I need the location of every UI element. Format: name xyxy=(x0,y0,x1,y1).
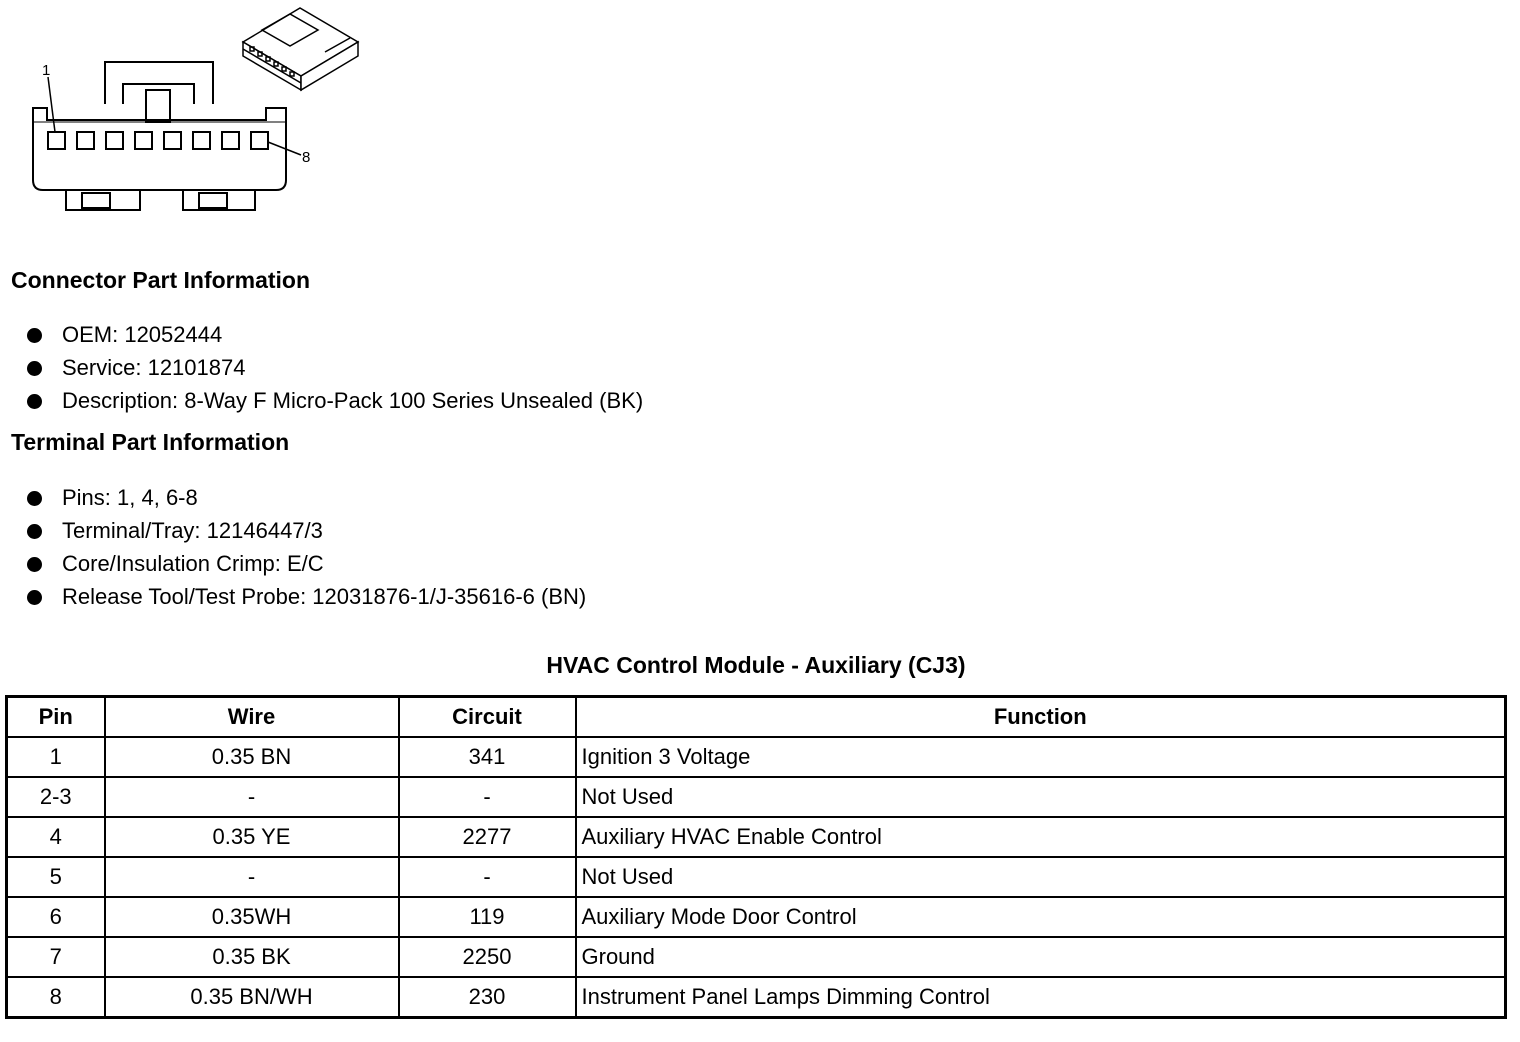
list-item: Pins: 1, 4, 6-8 xyxy=(27,481,586,514)
cell-function: Not Used xyxy=(576,857,1506,897)
list-item: OEM: 12052444 xyxy=(27,318,643,351)
bullet-icon xyxy=(27,328,42,343)
list-item: Release Tool/Test Probe: 12031876-1/J-35616-6 (BN) xyxy=(27,580,586,613)
connector-part-heading: Connector Part Information xyxy=(11,267,311,293)
table-row xyxy=(7,937,1506,977)
cell-wire: - xyxy=(105,777,399,817)
pin-cavity xyxy=(222,132,239,149)
pin-cavity xyxy=(48,132,65,149)
pin-cavities xyxy=(48,132,268,149)
table-row xyxy=(7,817,1506,857)
cell-wire: 0.35 BK xyxy=(105,937,399,977)
bullet-icon xyxy=(27,524,42,539)
list-item: Core/Insulation Crimp: E/C xyxy=(27,547,586,580)
bullet-icon xyxy=(27,557,42,572)
pin-cavity xyxy=(251,132,268,149)
cell-pin: 6 xyxy=(7,897,105,937)
connector-front-view xyxy=(33,62,286,210)
bullet-icon xyxy=(27,361,42,376)
connector-diagram xyxy=(0,0,400,230)
cell-wire: 0.35 BN xyxy=(105,737,399,777)
cell-pin: 5 xyxy=(7,857,105,897)
table-row xyxy=(7,777,1506,817)
cell-pin: 2-3 xyxy=(7,777,105,817)
cell-function: Not Used xyxy=(576,777,1506,817)
cell-pin: 1 xyxy=(7,737,105,777)
bullet-icon xyxy=(27,491,42,506)
cell-pin: 8 xyxy=(7,977,105,1018)
bullet-icon xyxy=(27,394,42,409)
pin-cavity xyxy=(106,132,123,149)
pin-cavity xyxy=(164,132,181,149)
cell-circuit: 2277 xyxy=(399,817,576,857)
header-function: Function xyxy=(576,697,1506,738)
cell-pin: 7 xyxy=(7,937,105,977)
cell-wire: 0.35 BN/WH xyxy=(105,977,399,1018)
cell-function: Instrument Panel Lamps Dimming Control xyxy=(576,977,1506,1018)
cell-function: Ignition 3 Voltage xyxy=(576,737,1506,777)
cell-circuit: 2250 xyxy=(399,937,576,977)
cell-circuit: 119 xyxy=(399,897,576,937)
pin-cavity xyxy=(77,132,94,149)
pinout-table xyxy=(5,695,1507,1019)
cell-function: Auxiliary Mode Door Control xyxy=(576,897,1506,937)
terminal-part-heading: Terminal Part Information xyxy=(11,429,290,455)
cell-wire: - xyxy=(105,857,399,897)
bullet-icon xyxy=(27,590,42,605)
table-row xyxy=(7,737,1506,777)
table-row xyxy=(7,857,1506,897)
header-circuit: Circuit xyxy=(399,697,576,738)
cell-wire: 0.35WH xyxy=(105,897,399,937)
cell-function: Auxiliary HVAC Enable Control xyxy=(576,817,1506,857)
connector-isometric-view xyxy=(243,8,358,90)
list-item: Description: 8-Way F Micro-Pack 100 Series Unsealed (BK) xyxy=(27,384,643,417)
list-item: Service: 12101874 xyxy=(27,351,643,384)
pin-cavity xyxy=(193,132,210,149)
cell-function: Ground xyxy=(576,937,1506,977)
cell-wire: 0.35 YE xyxy=(105,817,399,857)
list-item: Terminal/Tray: 12146447/3 xyxy=(27,514,586,547)
table-row xyxy=(7,977,1506,1018)
cell-pin: 4 xyxy=(7,817,105,857)
table-row xyxy=(7,897,1506,937)
table-header-row xyxy=(7,697,1506,738)
table-title: HVAC Control Module - Auxiliary (CJ3) xyxy=(546,652,966,678)
header-pin: Pin xyxy=(7,697,105,738)
connector-part-list xyxy=(27,318,643,417)
pin-label-first: 1 xyxy=(42,62,51,79)
cell-circuit: - xyxy=(399,777,576,817)
cell-circuit: 341 xyxy=(399,737,576,777)
terminal-part-list xyxy=(27,481,586,613)
cell-circuit: 230 xyxy=(399,977,576,1018)
pin-cavity xyxy=(135,132,152,149)
header-wire: Wire xyxy=(105,697,399,738)
pin-label-last: 8 xyxy=(302,149,311,166)
cell-circuit: - xyxy=(399,857,576,897)
